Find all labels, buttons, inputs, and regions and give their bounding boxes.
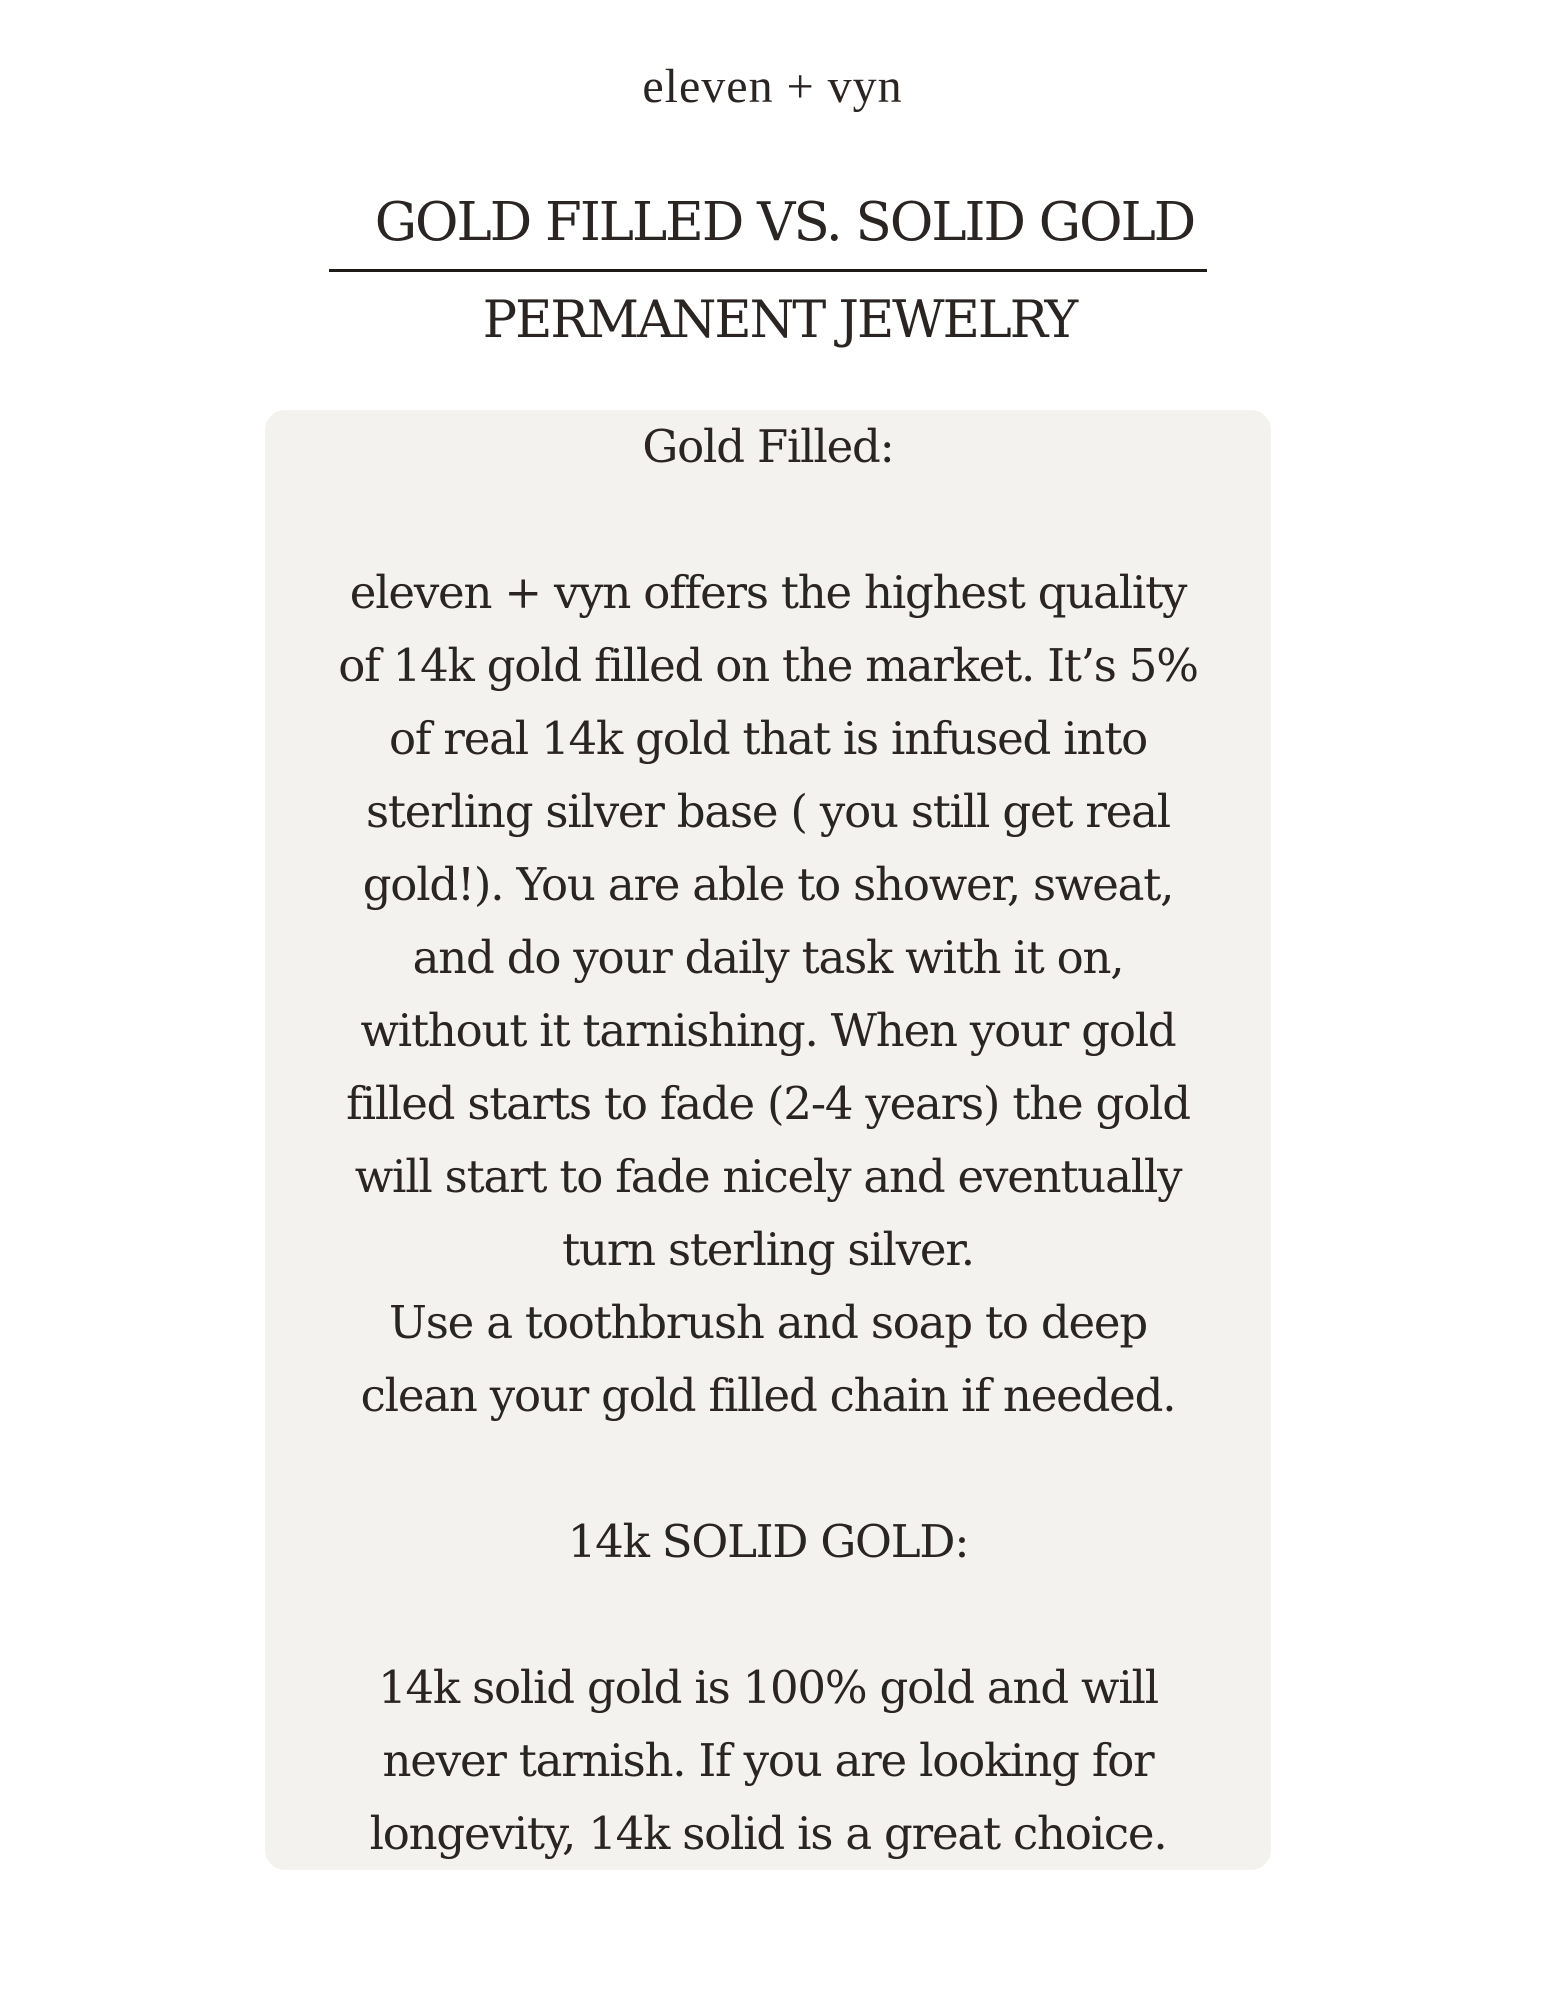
gold-filled-line: without it tarnishing. When your gold <box>360 1004 1176 1057</box>
spacer <box>265 1578 1271 1651</box>
info-card <box>265 410 1271 1870</box>
solid-gold-line: 14k solid gold is 100% gold and will <box>378 1661 1158 1714</box>
gold-filled-line: of real 14k gold that is infused into <box>388 712 1148 765</box>
gold-filled-line: and do your daily task with it on, <box>412 931 1124 984</box>
solid-gold-line: never tarnish. If you are looking for <box>382 1734 1154 1787</box>
gold-filled-line: filled starts to fade (2-4 years) the gold <box>346 1077 1190 1130</box>
info-card-text <box>265 410 1271 1870</box>
gold-filled-heading: Gold Filled: <box>642 420 894 473</box>
brand-logo: eleven + vyn <box>642 60 903 113</box>
gold-filled-line: Use a toothbrush and soap to deep <box>389 1296 1147 1349</box>
page-title: GOLD FILLED VS. SOLID GOLD <box>374 192 1195 253</box>
gold-filled-line: clean your gold filled chain if needed. <box>360 1369 1176 1422</box>
solid-gold-line: longevity, 14k solid is a great choice. <box>369 1807 1167 1860</box>
gold-filled-line: sterling silver base ( you still get real <box>366 785 1170 838</box>
spacer <box>265 483 1271 556</box>
title-divider <box>329 269 1207 272</box>
gold-filled-line: will start to fade nicely and eventually <box>354 1150 1182 1203</box>
solid-gold-heading: 14k SOLID GOLD: <box>567 1515 969 1568</box>
gold-filled-line: eleven + vyn offers the highest quality <box>349 566 1187 619</box>
spacer <box>265 1432 1271 1505</box>
gold-filled-line: turn sterling silver. <box>562 1223 974 1276</box>
gold-filled-line: gold!). You are able to shower, sweat, <box>362 858 1174 911</box>
page-subtitle: PERMANENT JEWELRY <box>482 291 1077 350</box>
gold-filled-line: of 14k gold filled on the market. It’s 5% <box>338 639 1198 692</box>
